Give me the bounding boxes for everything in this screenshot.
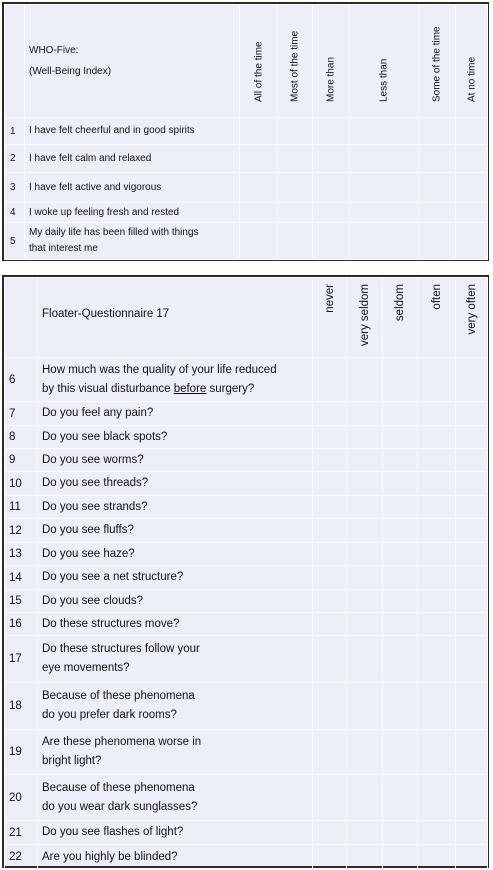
item-number: 17: [5, 636, 38, 683]
item-number: 4: [5, 203, 25, 223]
table-row: [5, 613, 488, 636]
who5-title: [25, 5, 240, 118]
item-text: [38, 636, 313, 683]
answer-cell[interactable]: [313, 472, 347, 496]
answer-cell[interactable]: [313, 402, 347, 426]
answer-cell[interactable]: [347, 775, 383, 821]
answer-cell[interactable]: [313, 223, 350, 260]
answer-cell[interactable]: [419, 203, 456, 223]
answer-cell[interactable]: [383, 590, 418, 613]
item-text: Do you see clouds?: [38, 590, 313, 613]
answer-cell[interactable]: [419, 173, 456, 203]
answer-cell[interactable]: [383, 519, 418, 543]
item-number: 1: [5, 118, 25, 145]
answer-cell[interactable]: [456, 613, 488, 636]
answer-cell[interactable]: [456, 775, 488, 821]
item-text: I woke up feeling fresh and rested: [25, 203, 240, 223]
answer-cell[interactable]: [347, 683, 383, 730]
answer-cell[interactable]: [383, 683, 418, 730]
answer-cell[interactable]: [383, 730, 418, 775]
answer-cell[interactable]: [347, 821, 383, 845]
table-row: [5, 449, 488, 472]
table-row: [5, 402, 488, 426]
answer-cell[interactable]: [456, 402, 488, 426]
who5-col-header: At no time: [466, 56, 477, 102]
table-row: [5, 636, 488, 683]
answer-cell[interactable]: [347, 426, 383, 449]
answer-cell[interactable]: [456, 845, 488, 870]
table-row: [5, 590, 488, 613]
table-row: [5, 845, 488, 870]
answer-cell[interactable]: [313, 118, 350, 145]
answer-cell[interactable]: [383, 358, 418, 402]
who5-col-header: Most of the time: [289, 30, 301, 102]
answer-cell[interactable]: [240, 145, 278, 173]
item-number: 19: [5, 730, 38, 775]
answer-cell[interactable]: [313, 683, 347, 730]
item-number: 16: [5, 613, 38, 636]
who5-table: [4, 4, 488, 260]
answer-cell[interactable]: [313, 590, 347, 613]
item-text: [38, 358, 313, 402]
item-number: 13: [5, 543, 38, 566]
item-number: 8: [5, 426, 38, 449]
answer-cell[interactable]: [313, 496, 347, 519]
answer-cell[interactable]: [419, 118, 456, 145]
table-row: [5, 223, 488, 260]
answer-cell[interactable]: [313, 543, 347, 566]
answer-cell[interactable]: [313, 613, 347, 636]
answer-cell[interactable]: [347, 730, 383, 775]
item-text-line2: do you wear dark sunglasses?: [42, 800, 198, 813]
table-row: [5, 821, 488, 845]
item-text-line2: by this visual disturbance before surgery?: [42, 382, 255, 395]
answer-cell[interactable]: [456, 203, 488, 223]
answer-cell[interactable]: [456, 496, 488, 519]
answer-cell[interactable]: [456, 173, 488, 203]
answer-cell[interactable]: [350, 118, 419, 145]
item-text: Do you see fluffs?: [38, 519, 313, 543]
answer-cell[interactable]: [347, 590, 383, 613]
answer-cell[interactable]: [456, 449, 488, 472]
answer-cell[interactable]: [418, 543, 456, 566]
item-text: Do you see black spots?: [38, 426, 313, 449]
item-text-line2: bright light?: [42, 755, 102, 767]
answer-cell[interactable]: [456, 519, 488, 543]
floater-panel: [2, 275, 489, 868]
answer-cell[interactable]: [456, 118, 488, 145]
item-text: [25, 223, 240, 260]
floater-col-header: very seldom: [358, 284, 371, 346]
table-row: [5, 118, 488, 145]
item-number: 21: [5, 821, 38, 845]
answer-cell[interactable]: [313, 775, 347, 821]
item-number: 22: [5, 845, 38, 870]
answer-cell[interactable]: [383, 821, 418, 845]
floater-header-row: [5, 278, 488, 358]
answer-cell[interactable]: [313, 519, 347, 543]
answer-cell[interactable]: [347, 613, 383, 636]
answer-cell[interactable]: [418, 566, 456, 590]
answer-cell[interactable]: [278, 173, 313, 203]
item-text: Do you see a net structure?: [38, 566, 313, 590]
answer-cell[interactable]: [418, 449, 456, 472]
answer-cell[interactable]: [240, 173, 278, 203]
item-text-line1: Because of these phenomena: [42, 781, 195, 794]
answer-cell[interactable]: [383, 543, 418, 566]
item-text-line1: How much was the quality of your life reduced: [42, 363, 277, 376]
item-text: Do you see threads?: [38, 472, 313, 496]
answer-cell[interactable]: [347, 845, 383, 870]
answer-cell[interactable]: [418, 496, 456, 519]
item-text: Do you see strands?: [38, 496, 313, 519]
table-row: [5, 543, 488, 566]
answer-cell[interactable]: [347, 566, 383, 590]
answer-cell[interactable]: [350, 145, 419, 173]
answer-cell[interactable]: [383, 449, 418, 472]
answer-cell[interactable]: [313, 145, 350, 173]
answer-cell[interactable]: [350, 223, 419, 260]
item-number: 14: [5, 566, 38, 590]
item-number: 18: [5, 683, 38, 730]
item-text-line1: Are these phenomena worse in: [42, 736, 202, 748]
answer-cell[interactable]: [418, 730, 456, 775]
answer-cell[interactable]: [313, 730, 347, 775]
answer-cell[interactable]: [313, 845, 347, 870]
answer-cell[interactable]: [456, 730, 488, 775]
answer-cell[interactable]: [240, 203, 278, 223]
item-text-line2: that interest me: [29, 243, 98, 254]
answer-cell[interactable]: [456, 590, 488, 613]
item-text: I have felt calm and relaxed: [25, 145, 240, 173]
answer-cell[interactable]: [418, 402, 456, 426]
answer-cell[interactable]: [313, 173, 350, 203]
answer-cell[interactable]: [313, 426, 347, 449]
item-number: 5: [5, 223, 25, 260]
table-row: [5, 472, 488, 496]
item-number: 20: [5, 775, 38, 821]
item-number: 12: [5, 519, 38, 543]
who5-panel: [2, 2, 489, 261]
table-row: [5, 730, 488, 775]
answer-cell[interactable]: [383, 636, 418, 683]
who5-col-header: More than: [325, 56, 337, 102]
answer-cell[interactable]: [418, 636, 456, 683]
answer-cell[interactable]: [313, 449, 347, 472]
answer-cell[interactable]: [278, 203, 313, 223]
answer-cell[interactable]: [418, 519, 456, 543]
item-text: Do you see haze?: [38, 543, 313, 566]
answer-cell[interactable]: [456, 566, 488, 590]
answer-cell[interactable]: [278, 145, 313, 173]
item-text: I have felt cheerful and in good spirits: [25, 118, 240, 145]
answer-cell[interactable]: [350, 203, 419, 223]
item-text: Do you see worms?: [38, 449, 313, 472]
floater-col-header: often: [430, 284, 443, 310]
answer-cell[interactable]: [418, 358, 456, 402]
answer-cell[interactable]: [313, 821, 347, 845]
answer-cell[interactable]: [418, 613, 456, 636]
answer-cell[interactable]: [347, 543, 383, 566]
item-text: [38, 730, 313, 775]
answer-cell[interactable]: [418, 845, 456, 870]
table-row: [5, 566, 488, 590]
answer-cell[interactable]: [456, 472, 488, 496]
item-number: 2: [5, 145, 25, 173]
floater-col-header: seldom: [394, 284, 406, 322]
answer-cell[interactable]: [418, 590, 456, 613]
answer-cell[interactable]: [419, 145, 456, 173]
table-row: [5, 426, 488, 449]
answer-cell[interactable]: [383, 496, 418, 519]
answer-cell[interactable]: [418, 472, 456, 496]
item-number: 11: [5, 496, 38, 519]
item-number: 3: [5, 173, 25, 203]
item-number: 7: [5, 402, 38, 426]
item-text-line1: My daily life has been filled with things: [29, 227, 199, 238]
floater-table: [4, 277, 488, 870]
answer-cell[interactable]: [418, 683, 456, 730]
answer-cell[interactable]: [278, 118, 313, 145]
answer-cell[interactable]: [383, 613, 418, 636]
item-text-line2: eye movements?: [42, 662, 130, 674]
answer-cell[interactable]: [350, 173, 419, 203]
who5-title-line1: WHO-Five:: [29, 45, 79, 56]
item-text-line1: Do these structures follow your: [42, 643, 200, 655]
item-text: [38, 775, 313, 821]
item-text-line1: Because of these phenomena: [42, 690, 195, 702]
underlined-word: before: [173, 382, 207, 395]
who5-title-line2: (Well-Being Index): [29, 66, 112, 77]
answer-cell[interactable]: [456, 358, 488, 402]
answer-cell[interactable]: [456, 223, 488, 260]
answer-cell[interactable]: [456, 145, 488, 173]
answer-cell[interactable]: [313, 203, 350, 223]
table-row: [5, 683, 488, 730]
who5-col-header: Some of the time: [431, 26, 443, 102]
answer-cell[interactable]: [383, 426, 418, 449]
answer-cell[interactable]: [383, 566, 418, 590]
answer-cell[interactable]: [419, 223, 456, 260]
answer-cell[interactable]: [347, 358, 383, 402]
table-row: [5, 496, 488, 519]
answer-cell[interactable]: [313, 358, 347, 402]
answer-cell[interactable]: [456, 683, 488, 730]
table-row: [5, 203, 488, 223]
item-number: 15: [5, 590, 38, 613]
answer-cell[interactable]: [240, 223, 278, 260]
answer-cell[interactable]: [347, 402, 383, 426]
answer-cell[interactable]: [383, 472, 418, 496]
who5-col-header: All of the time: [253, 41, 264, 102]
answer-cell[interactable]: [347, 636, 383, 683]
answer-cell[interactable]: [313, 566, 347, 590]
floater-title: Floater-Questionnaire 17: [38, 278, 313, 358]
answer-cell[interactable]: [456, 636, 488, 683]
who5-col-header: Less than: [378, 58, 390, 102]
answer-cell[interactable]: [347, 449, 383, 472]
floater-col-header: very often: [465, 284, 478, 335]
item-text-line2: do you prefer dark rooms?: [42, 709, 177, 721]
answer-cell[interactable]: [418, 821, 456, 845]
item-number: 9: [5, 449, 38, 472]
answer-cell[interactable]: [418, 426, 456, 449]
floater-col-header: never: [323, 284, 336, 313]
answer-cell[interactable]: [347, 496, 383, 519]
answer-cell[interactable]: [240, 118, 278, 145]
answer-cell[interactable]: [456, 821, 488, 845]
item-text: Do these structures move?: [38, 613, 313, 636]
answer-cell[interactable]: [347, 472, 383, 496]
answer-cell[interactable]: [313, 636, 347, 683]
table-row: [5, 145, 488, 173]
item-text: Do you feel any pain?: [38, 402, 313, 426]
item-number: 10: [5, 472, 38, 496]
answer-cell[interactable]: [418, 775, 456, 821]
item-number: 6: [5, 358, 38, 402]
item-text: [38, 683, 313, 730]
answer-cell[interactable]: [383, 402, 418, 426]
answer-cell[interactable]: [383, 775, 418, 821]
item-text: Are you highly be blinded?: [38, 845, 313, 870]
answer-cell[interactable]: [456, 543, 488, 566]
answer-cell[interactable]: [347, 519, 383, 543]
answer-cell[interactable]: [456, 426, 488, 449]
table-row: [5, 173, 488, 203]
item-text: Do you see flashes of light?: [38, 821, 313, 845]
answer-cell[interactable]: [278, 223, 313, 260]
answer-cell[interactable]: [383, 845, 418, 870]
table-row: [5, 519, 488, 543]
table-row: [5, 775, 488, 821]
table-row: [5, 358, 488, 402]
item-text: I have felt active and vigorous: [25, 173, 240, 203]
who5-header-row: [5, 5, 488, 118]
